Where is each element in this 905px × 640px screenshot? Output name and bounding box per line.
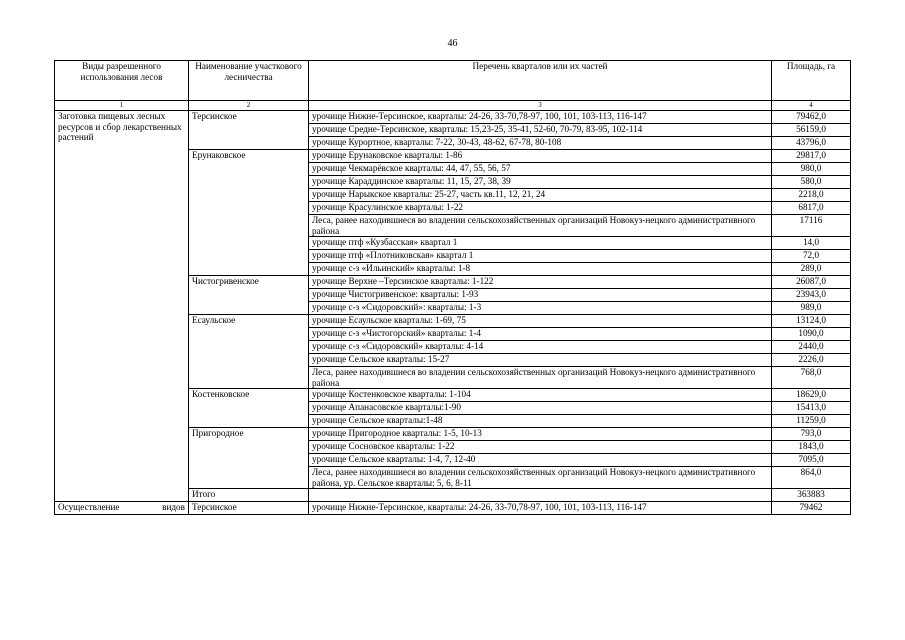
- area-cell: 580,0: [772, 176, 851, 189]
- header-quarters: Перечень кварталов или их частей: [309, 61, 772, 101]
- area-cell: 793,0: [772, 428, 851, 441]
- area-cell: 14,0: [772, 237, 851, 250]
- quarters-cell: урочище с-з «Сидоровский»: кварталы: 1-3: [309, 302, 772, 315]
- quarters-cell: урочище Нижне-Терсинское, кварталы: 24-26, 33-70,78-97, 100, 101, 103-113, 116-147: [309, 111, 772, 124]
- header-forestry: Наименование участкового лесничества: [189, 61, 309, 101]
- area-cell: 56159,0: [772, 124, 851, 137]
- forestry-name: Костенковское: [189, 389, 309, 428]
- area-cell: 989,0: [772, 302, 851, 315]
- area-cell: 17116: [772, 215, 851, 237]
- area-cell: 26087,0: [772, 276, 851, 289]
- area-cell: 980,0: [772, 163, 851, 176]
- quarters-cell: Леса, ранее находившиеся во владении сельскохозяйственных организаций Новокуз-нецкого административного района: [309, 367, 772, 389]
- quarters-cell: урочище Чекмарёвское кварталы: 44, 47, 55, 56, 57: [309, 163, 772, 176]
- use-type-word: Осуществление: [58, 502, 120, 512]
- quarters-cell: урочище Сосновское кварталы: 1-22: [309, 441, 772, 454]
- forestry-name: Чистогривенское: [189, 276, 309, 315]
- quarters-cell: урочище Нарыкское кварталы: 25-27, часть кв.11, 12, 21, 24: [309, 189, 772, 202]
- area-cell: 6817,0: [772, 202, 851, 215]
- table-row: [55, 502, 851, 515]
- quarters-cell: урочище птф «Плотниковская» квартал 1: [309, 250, 772, 263]
- quarters-cell: урочище Курортное, кварталы: 7-22, 30-43, 48-62, 67-78, 80-108: [309, 137, 772, 150]
- area-cell: 23943,0: [772, 289, 851, 302]
- forestry-name: Терсинское: [189, 111, 309, 150]
- quarters-cell: урочище Сельское кварталы:1-48: [309, 415, 772, 428]
- area-cell: 79462,0: [772, 111, 851, 124]
- quarters-cell: урочище Верхне –Терсинское кварталы: 1-122: [309, 276, 772, 289]
- quarters-cell: урочище с-з «Сидоровский» кварталы: 4-14: [309, 341, 772, 354]
- use-type-cell-2: [55, 502, 189, 515]
- column-number: 2: [189, 101, 309, 111]
- area-cell: 768,0: [772, 367, 851, 389]
- quarters-cell: урочище птф «Кузбасская» квартал 1: [309, 237, 772, 250]
- area-cell: 1843,0: [772, 441, 851, 454]
- header-area: Площадь, га: [772, 61, 851, 101]
- quarters-cell: Леса, ранее находившиеся во владении сельскохозяйственных организаций Новокуз-нецкого административного района, ур. Сельское кварталы: 5, 6, 8-11: [309, 467, 772, 489]
- total-area: 363883: [772, 489, 851, 502]
- quarters-cell: Леса, ранее находившиеся во владении сельскохозяйственных организаций Новокуз-нецкого административного района: [309, 215, 772, 237]
- total-empty-cell: [309, 489, 772, 502]
- quarters-cell: урочище Костенковское кварталы: 1-104: [309, 389, 772, 402]
- area-cell: 1090,0: [772, 328, 851, 341]
- area-cell: 2218,0: [772, 189, 851, 202]
- total-label: Итого: [189, 489, 309, 502]
- area-cell: 43796,0: [772, 137, 851, 150]
- table-body: [55, 101, 851, 515]
- quarters-cell: урочище Ерунаковское кварталы: 1-86: [309, 150, 772, 163]
- area-cell: 79462: [772, 502, 851, 515]
- quarters-cell: урочище Красулинское кварталы: 1-22: [309, 202, 772, 215]
- area-cell: 7095,0: [772, 454, 851, 467]
- area-cell: 15413,0: [772, 402, 851, 415]
- quarters-cell: урочище Нижне-Терсинское, кварталы: 24-26, 33-70,78-97, 100, 101, 103-113, 116-147: [309, 502, 772, 515]
- header-row: [55, 61, 851, 101]
- quarters-cell: урочище Пригородное кварталы: 1-5, 10-13: [309, 428, 772, 441]
- table-row: [55, 111, 851, 124]
- quarters-cell: урочище Караддинское кварталы: 11, 15, 27, 38, 39: [309, 176, 772, 189]
- quarters-cell: урочище Есаульское кварталы: 1-69, 75: [309, 315, 772, 328]
- quarters-cell: урочище Сельское кварталы: 15-27: [309, 354, 772, 367]
- use-type-text: [58, 502, 185, 513]
- area-cell: 2226,0: [772, 354, 851, 367]
- quarters-cell: урочище Сельское кварталы: 1-4, 7, 12-40: [309, 454, 772, 467]
- column-number: 4: [772, 101, 851, 111]
- area-cell: 11259,0: [772, 415, 851, 428]
- quarters-cell: урочище Средне-Терсинское, кварталы: 15,23-25, 35-41, 52-60, 70-79, 83-95, 102-114: [309, 124, 772, 137]
- header-use-type: Виды разрешенного использования лесов: [55, 61, 189, 101]
- use-type-word: видов: [162, 502, 185, 512]
- page-number: 46: [447, 38, 458, 49]
- area-cell: 72,0: [772, 250, 851, 263]
- area-cell: 289,0: [772, 263, 851, 276]
- forestry-name: Ерунаковское: [189, 150, 309, 276]
- area-cell: 864,0: [772, 467, 851, 489]
- forestry-name: Пригородное: [189, 428, 309, 489]
- quarters-cell: урочище Чистогривенское: кварталы: 1-93: [309, 289, 772, 302]
- quarters-cell: урочище с-з «Чистогорский» кварталы: 1-4: [309, 328, 772, 341]
- area-cell: 18629,0: [772, 389, 851, 402]
- forest-use-table: [54, 60, 851, 515]
- quarters-cell: урочище Апанасовское кварталы:1-90: [309, 402, 772, 415]
- use-type-cell: Заготовка пищевых лесных ресурсов и сбор лекарственных растений: [55, 111, 189, 502]
- area-cell: 2440,0: [772, 341, 851, 354]
- column-number: 3: [309, 101, 772, 111]
- quarters-cell: урочище с-з «Ильинский» кварталы: 1-8: [309, 263, 772, 276]
- column-number: 1: [55, 101, 189, 111]
- area-cell: 13124,0: [772, 315, 851, 328]
- forestry-name: Терсинское: [189, 502, 309, 515]
- column-number-row: [55, 101, 851, 111]
- area-cell: 29817,0: [772, 150, 851, 163]
- forestry-name: Есаульское: [189, 315, 309, 389]
